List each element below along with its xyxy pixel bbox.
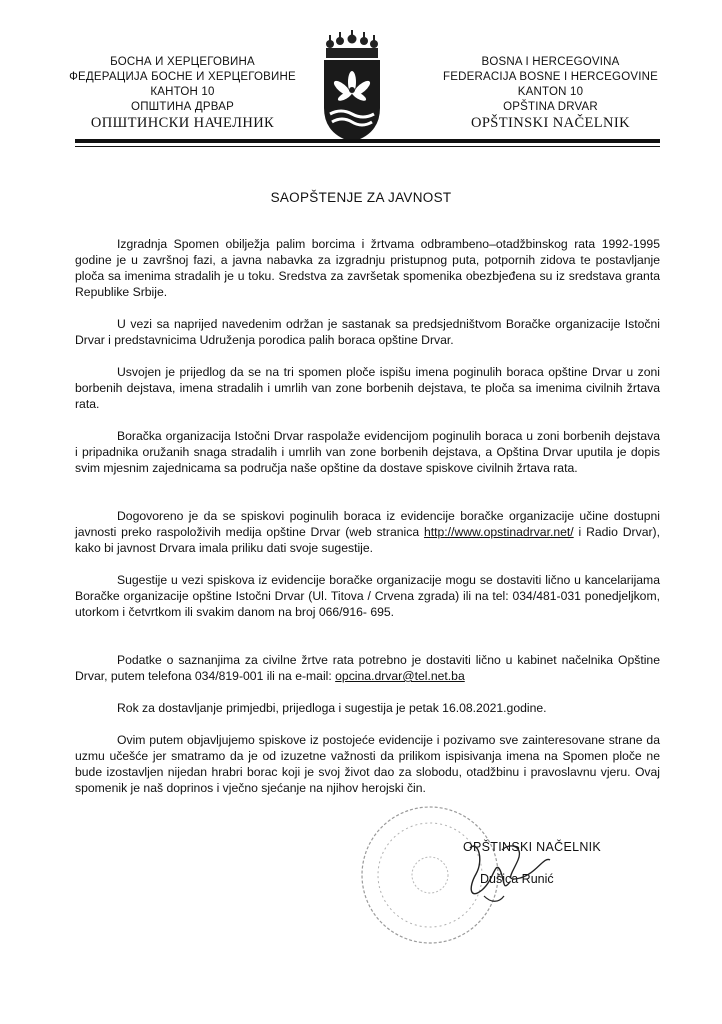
paragraph-7 (75, 652, 660, 684)
header-left-line2: ФЕДЕРАЦИЈА БОСНЕ И ХЕРЦЕГОВИНЕ (69, 71, 296, 83)
paragraph-6: Sugestije u vezi spiskova iz evidencije boračke organizacije mogu se dostaviti lično u kancelarijama Boračke organizacije opštine Istočni Drvar (Ul. Titova / Crvena zgrada) ili na tel: 034/481-031 ponedjeljkom, utorkom i četvrtkom ili svakim danom na broj 066/916- 695. (75, 573, 660, 619)
paragraph-5-text-end: i Radio Drvar), kako bi javnost Drvara imala priliku dati svoje sugestije. (75, 525, 660, 555)
header-right-line1: BOSNA I HERCEGOVINA (481, 56, 620, 68)
email-link[interactable]: opcina.drvar@tel.net.ba (335, 669, 465, 683)
paragraph-3: Usvojen je prijedlog da se na tri spomen ploče ispišu imena poginulih boraca opštine Drvar u zoni borbenih dejstava, imena stradalih i umrlih van zone borbenih dejstava, te ploča sa imenima civilnih žrtava rata. (75, 365, 660, 411)
header-right-line4: OPŠTINA DRVAR (503, 101, 598, 113)
header-left-line3: КАНТОН 10 (150, 86, 215, 98)
website-link[interactable]: http://www.opstinadrvar.net/ (423, 525, 574, 539)
header-right-line3: KANTON 10 (517, 86, 584, 98)
paragraph-9: Ovim putem objavljujemo spiskove iz postojeće evidencije i pozivamo sve zainteresovane strane da uzmu učešće jer smatramo da je od izuzetne važnosti da prilikom ispisivanja imena na Spomen ploče ne bude izostavljen nijedan hrabri borac koji je svoj život dao za slobodu, otadžbinu i pravoslavnu vjeru. Ovaj spomenik je naš doprinos i vječno sjećanje na njihov herojski čin. (75, 733, 660, 795)
document-body (75, 236, 660, 796)
signature-name: Dušica Runić (480, 872, 554, 886)
header-divider-thick (75, 139, 660, 143)
paragraph-2: U vezi sa naprijed navedenim održan je sastanak sa predsjedništvom Boračke organizacije Istočni Drvar i predstavnicima Udruženja porodica palih boraca opštine Drvar. (75, 317, 660, 347)
handwritten-signature-icon (440, 830, 600, 920)
header-divider-thin (75, 146, 660, 147)
coat-of-arms-icon (318, 30, 386, 144)
paragraph-8: Rok za dostavljanje primjedbi, prijedloga i sugestija je petak 16.08.2021.godine. (117, 701, 547, 715)
paragraph-5 (75, 508, 660, 556)
paragraph-1: Izgradnja Spomen obilježja palim borcima i žrtvama odbrambeno–otadžbinskog rata 1992-1995 godine je u završnoj fazi, a javna nabavka za izgradnju pristupnog puta, potpornih zidova te postavljanje ploča sa imenima stradalih je u toku. Sredstva za završetak spomenika obezbjeđena su iz sredstava granta Republike Srbije. (75, 237, 660, 299)
header-right-line2: FEDERACIJA BOSNE I HERCEGOVINE (443, 71, 658, 83)
paragraph-4: Boračka organizacija Istočni Drvar raspolaže evidencijom poginulih boraca u zoni borbenih dejstava i pripadnika oružanih snaga stradalih i umrlih van zone borbenih dejstava, a Opština Drvar uputila je dopis svim mjesnim zajednicama sa područja naše opštine da dostave spiskove civilnih žrtava rata. (75, 429, 660, 475)
header-left-line1: БОСНА И ХЕРЦЕГОВИНА (110, 56, 255, 68)
header-left-line4: ОПШТИНА ДРВАР (131, 101, 234, 113)
paragraph-5-text-start: Dogovoreno je da se spiskovi poginulih boraca iz evidencije boračke organizacije učine dostupni javnosti preko raspoloživih medija opštine Drvar (web stranica (75, 509, 660, 539)
signature-title: OPŠTINSKI NAČELNIK (463, 840, 602, 854)
header-left (60, 55, 305, 131)
header-right-title: OPŠTINSKI NAČELNIK (470, 115, 631, 131)
paragraph-7-text: Podatke o saznanjima za civilne žrtve rata potrebno je dostaviti lično u kabinet načelnika Opštine Drvar, putem telefona 034/819-001 ili na e-mail: (75, 653, 660, 683)
header-left-title: ОПШТИНСКИ НАЧЕЛНИК (90, 115, 275, 131)
document-title: SAOPŠTENJE ZA JAVNOST (270, 190, 452, 205)
header-right (428, 55, 673, 131)
